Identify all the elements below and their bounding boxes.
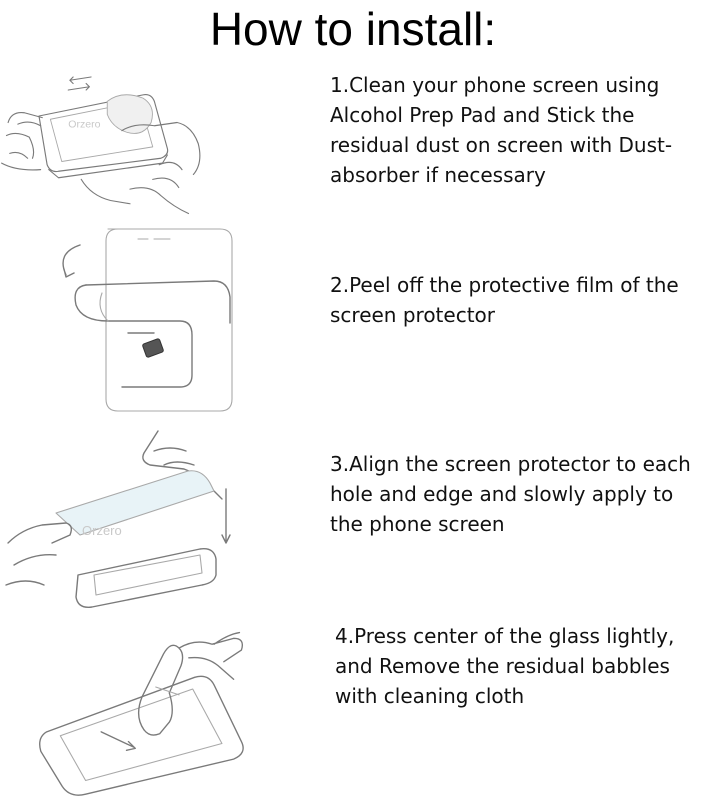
peel-film-illustration	[52, 225, 252, 415]
step-2-text: 2.Peel off the protective film of the screen protector	[330, 273, 679, 327]
watermark-text-2: Orzero	[82, 523, 122, 538]
watermark-text: Orzero	[68, 118, 101, 131]
step-4-text: 4.Press center of the glass lightly, and Remove the residual babbles with cleaning cloth	[335, 624, 675, 708]
step-1-text: 1.Clean your phone screen using Alcohol Prep Pad and Stick the residual dust on screen with Dust-absorber if necessary	[330, 73, 673, 187]
align-protector-illustration	[4, 425, 244, 615]
press-glass-illustration	[30, 615, 260, 800]
page-title: How to install:	[209, 3, 497, 55]
step-3-text: 3.Align the screen protector to each hole and edge and slowly apply to the phone screen	[330, 452, 691, 536]
